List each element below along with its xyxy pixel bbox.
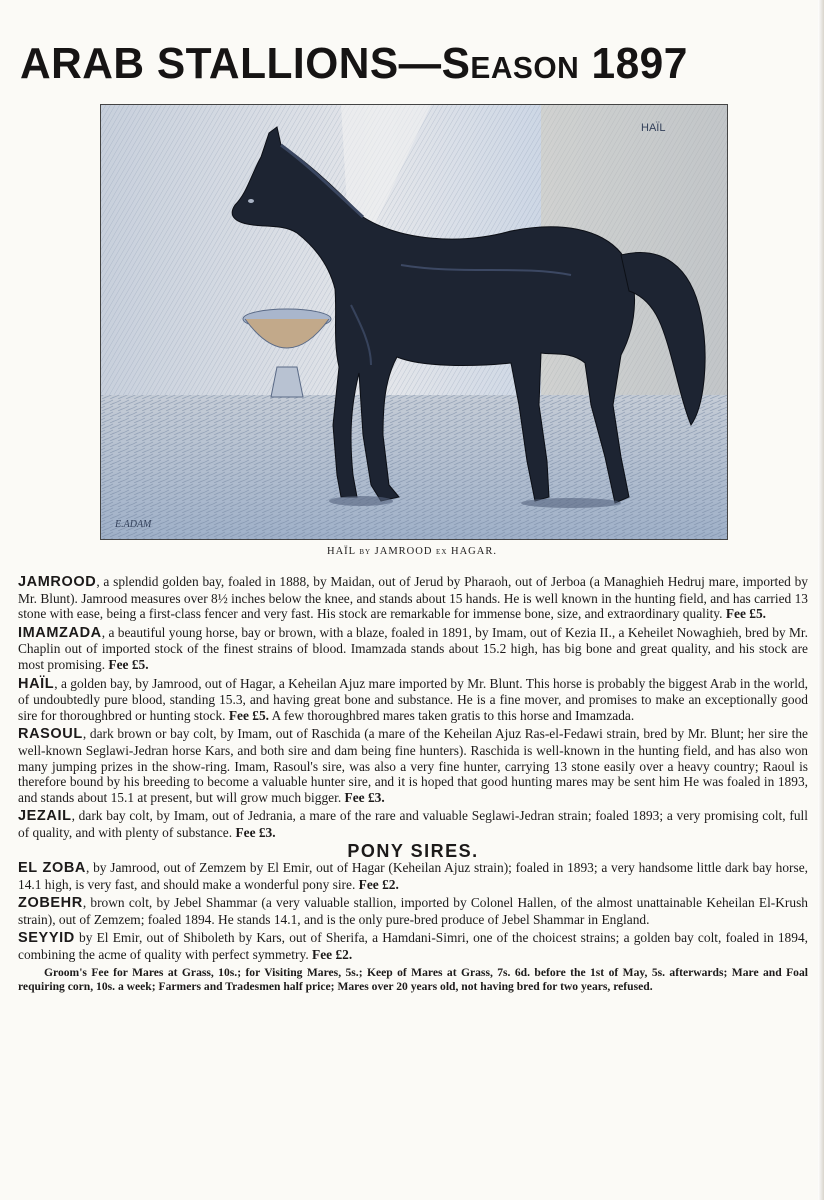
title-main: ARAB STALLIONS— [20, 39, 442, 88]
section-heading-pony-sires: PONY SIRES. [347, 840, 479, 861]
entry-fee: Fee £3. [344, 789, 385, 805]
entry-fee: Fee £5. [725, 606, 766, 622]
entry-rasoul [18, 726, 808, 805]
horse-engraving [100, 104, 728, 540]
plate-caption: HAÏL by JAMROOD ex HAGAR. [327, 546, 497, 557]
title-season: Season 1897 [441, 39, 688, 88]
entry-name: IMAMZADA [18, 624, 102, 641]
entry-el-zoba [18, 860, 808, 892]
page-title [20, 38, 792, 90]
entry-text: by El Emir, out of Shiboleth by Kars, out of Sherifa, a Hamdani-Simri, one of the choicest strains; a golden bay colt, foaled in 1894, combining the acme of quality with perfect symmetry. [18, 930, 808, 963]
entry-after: A few thoroughbred mares taken gratis to this horse and Imamzada. [269, 707, 635, 723]
entry-fee: Fee £5. [108, 656, 149, 672]
entry-jezail [18, 808, 808, 840]
entry-name: JAMROOD [18, 574, 97, 590]
entry-zobehr [18, 895, 808, 927]
entry-imamzada [18, 625, 808, 673]
horse-illustration [101, 105, 727, 539]
entry-name: RASOUL [18, 726, 83, 743]
entry-name: SEYYID [18, 930, 75, 947]
entry-text: , dark brown or bay colt, by Imam, out of Raschida (a mare of the Keheilan Ajuz Ras-el-Fedawi strain, bred by Mr. Blunt; her sire the well-known Seglawi-Jedran horse Kars, and both sire and dam being fine hunters). Raschida is well-known in the hunting field, and has also won many jumping prizes in the show-ring. Imam, Rasoul's sire, was also a very fine hunter, carrying 13 stone easily over a heavy country; Raoul is therefore bound by his breeding to become a valuable hunter sire, and it is hoped that good hunting mares may be sent him He was foaled in 1893, and stands about 15.1 at present, but will grow much bigger. [18, 726, 808, 805]
entry-text: , dark bay colt, by Imam, out of Jedrania, a mare of the rare and valuable Seglawi-Jedran strain; foaled 1893; a very promising colt, full of quality, and with plenty of substance. [18, 808, 808, 840]
entry-fee: Fee £2. [312, 947, 353, 963]
plate-signature: HAÏL [641, 122, 666, 134]
entry-text: , by Jamrood, out of Zemzem by El Emir, out of Hagar (Keheilan Ajuz strain); foaled in 1893; a very handsome little dark bay horse, 14.1 high, is very fast, and should make a wonderful pony sire. [18, 860, 808, 892]
entry-fee: Fee £2. [358, 876, 399, 892]
entry-fee: Fee £5. [228, 707, 270, 723]
entry-name: EL ZOBA [18, 860, 86, 877]
entry-text: , a beautiful young horse, bay or brown, with a blaze, foaled in 1891, by Imam, out of Kezia II., a Keheilet Nowaghieh, bred by Mr. Chaplin out of imported stock of the finest strains of blood. Imamzada stands about 15.2 high, has big bone and great quality, and his stock are most promising. [18, 624, 808, 672]
entry-text: , brown colt, by Jebel Shammar (a very valuable stallion, imported by Colonel Hallen, of the almost unattainable Keheilan El-Krush strain), out of Zemzem; foaled 1894. He stands 14.1, and is the only pure-bred produce of Jebel Shammar in England. [18, 895, 808, 927]
entry-jamrood [18, 574, 808, 622]
entry-name: HAÏL [18, 675, 55, 692]
entry-hail [18, 676, 808, 724]
entry-fee: Fee £3. [235, 824, 276, 840]
entry-text: , a golden bay, by Jamrood, out of Hagar, a Keheilan Ajuz mare imported by Mr. Blunt. This horse is probably the biggest Arab in the world, of undoubtedly pure blood, standing 15.3, and having great bone and substance. He is a fine mover, and promises to make an exceptionally good sire for thoroughbred or hunting stock. [18, 675, 808, 723]
page-edge [818, 0, 824, 1200]
entry-seyyid [18, 930, 808, 962]
artist-mark: E.ADAM [115, 519, 152, 530]
entry-name: JEZAIL [18, 808, 72, 825]
entry-text: , a splendid golden bay, foaled in 1888, by Maidan, out of Jerud by Pharaoh, out of Jerboa (a Managhieh Hedruj mare, imported by Mr. Blunt). Jamrood measures over 8½ inches below the knee, and stands about 15 hands. He is well known in the hunting field, and has carried 13 stone with ease, being a first-class fencer and very fast. His stock are remarkable for immense bone, size, and extraordinary quality. [18, 574, 808, 622]
entry-name: ZOBEHR [18, 895, 83, 912]
fees-footer: Groom's Fee for Mares at Grass, 10s.; for Visiting Mares, 5s.; Keep of Mares at Grass, 7s. 6d. before the 1st of May, 5s. afterwards; Mare and Foal requiring corn, 10s. a week; Farmers and Tradesmen half price; Mares over 20 years old, not having bred for two years, refused. [18, 965, 808, 993]
stallion-listings [18, 574, 808, 1005]
